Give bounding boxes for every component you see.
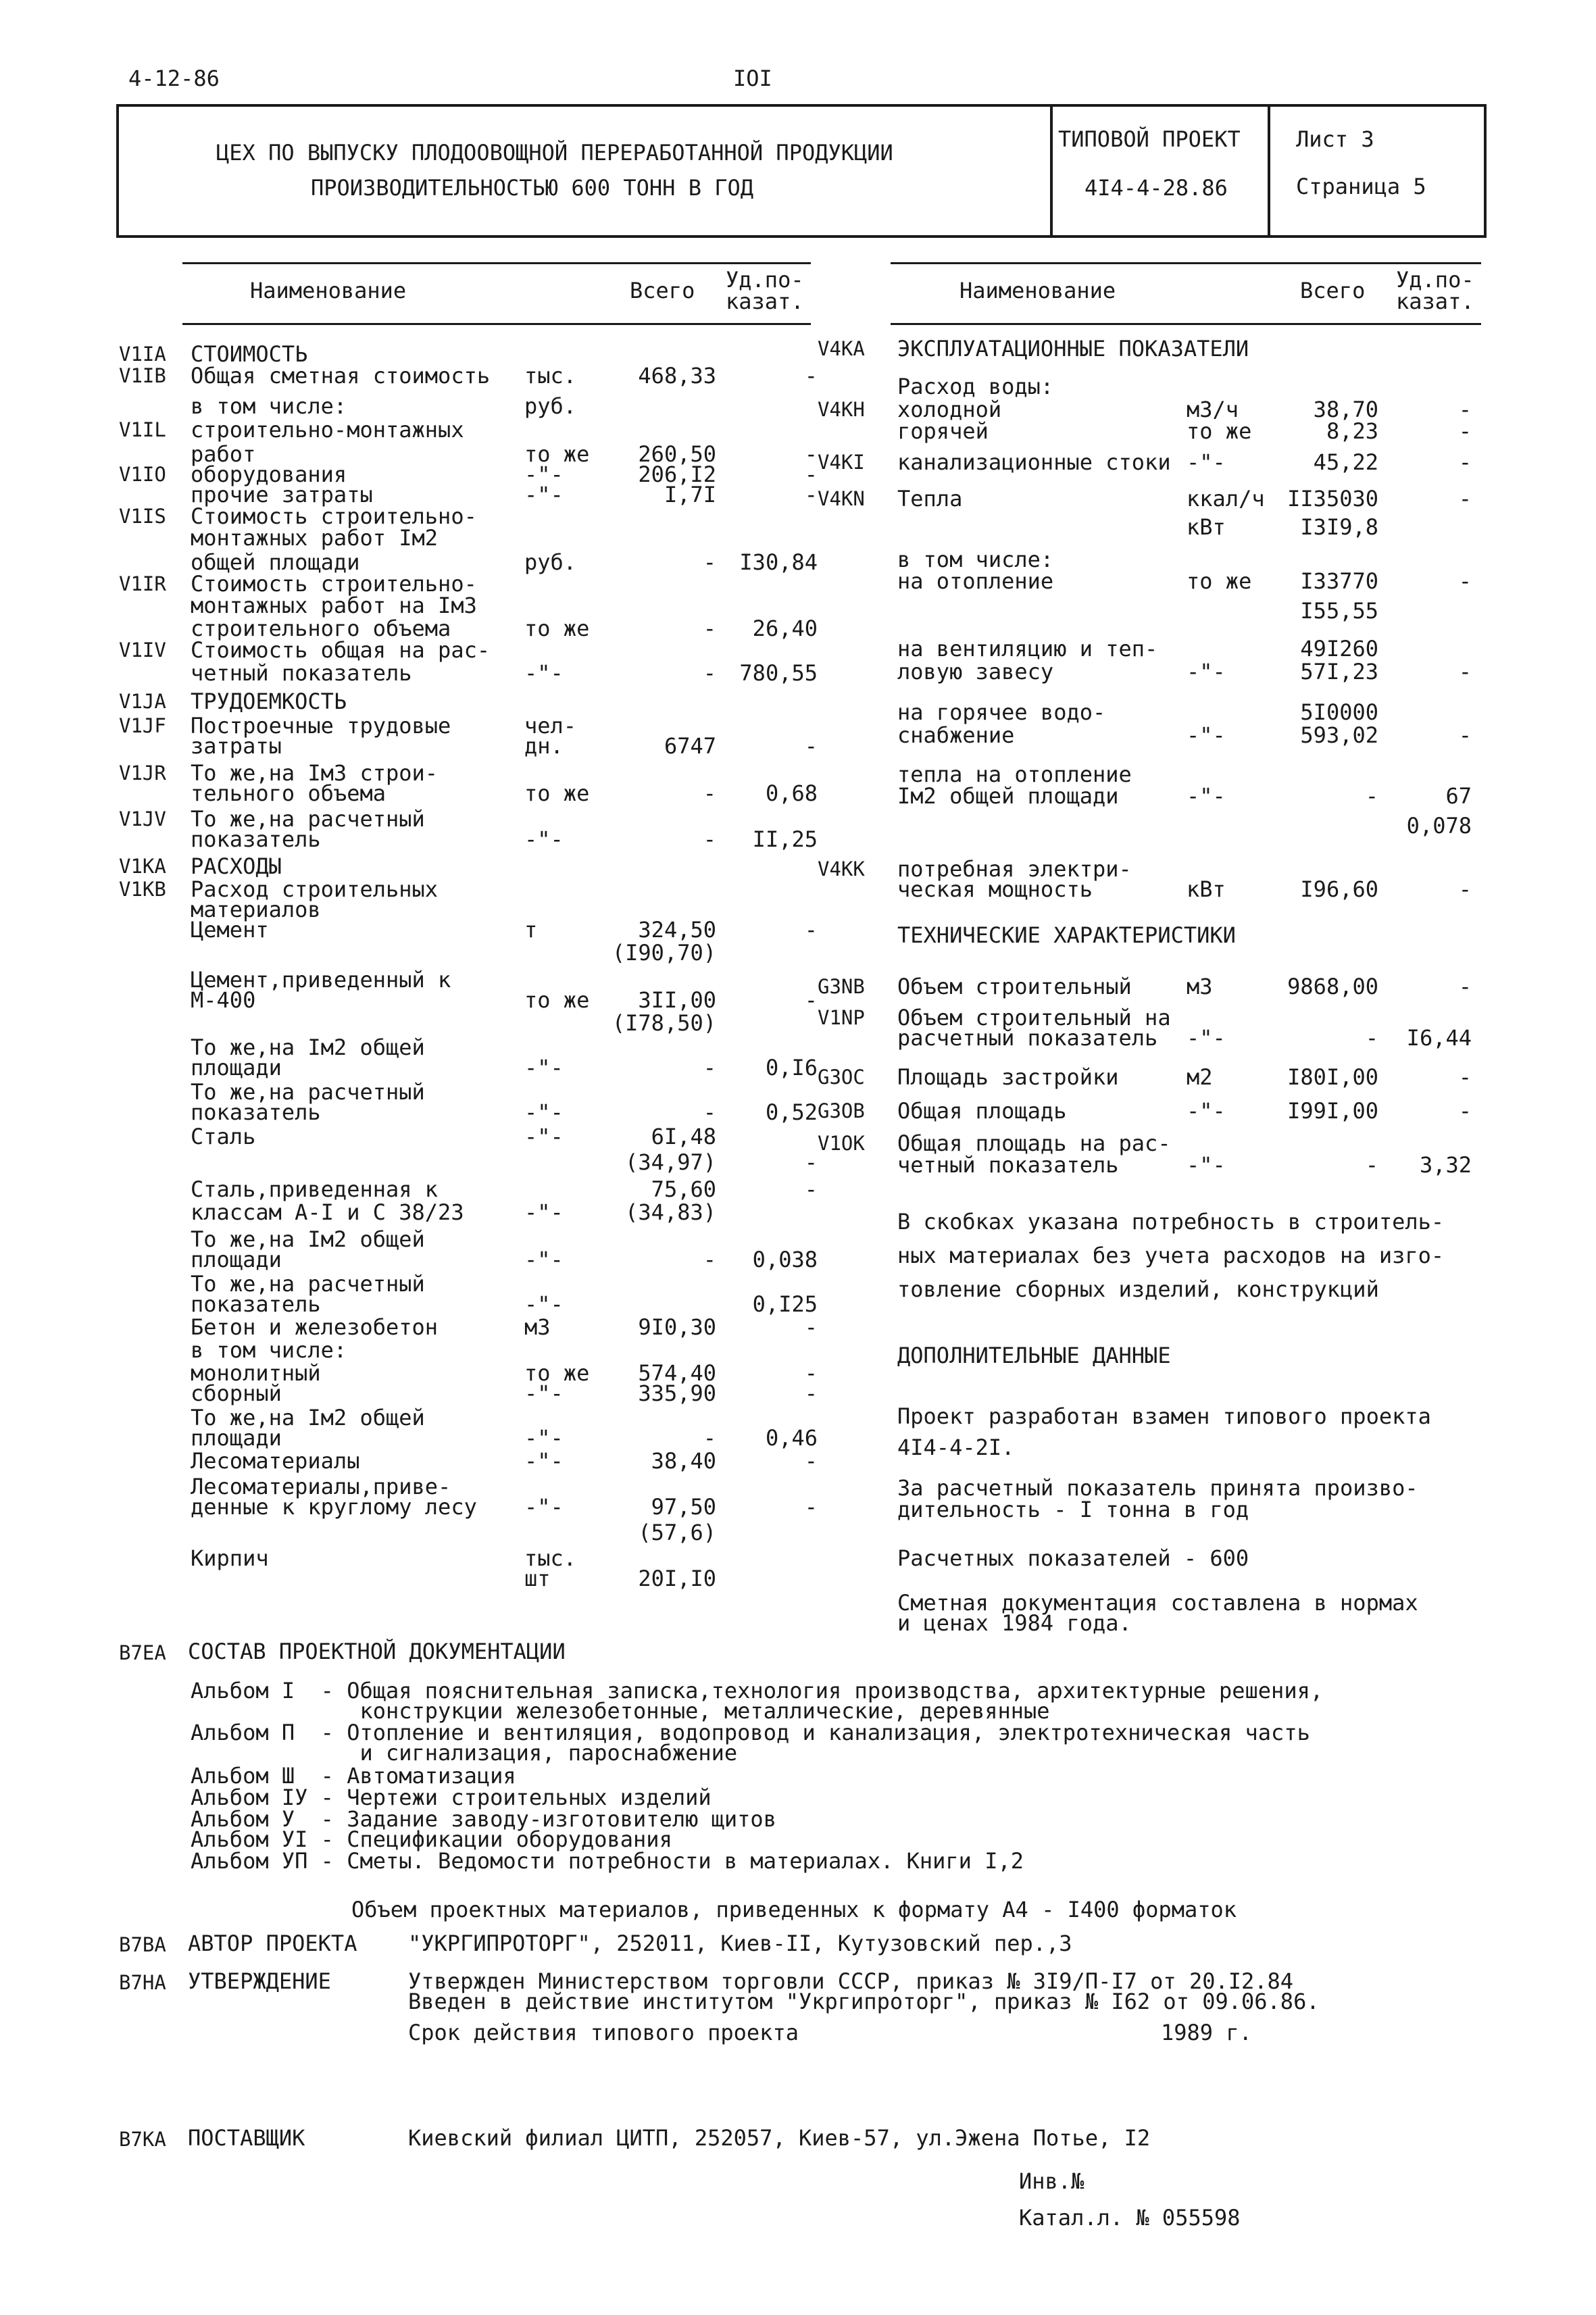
col-header-name: Наименование xyxy=(959,278,1116,303)
row-name: Кирпич xyxy=(191,1545,269,1571)
row-name: Сталь xyxy=(191,1124,256,1149)
row-specific-value: - xyxy=(804,441,818,467)
author-text: "УКРГИПРОТОРГ", 252011, Киев-II, Кутузовский пер.,3 xyxy=(408,1931,1072,1956)
row-unit: кВт xyxy=(1187,514,1226,540)
row-specific-value: - xyxy=(804,1176,818,1202)
row-total: I3I9,8 xyxy=(1300,514,1378,540)
row-name: на горячее водо- xyxy=(897,699,1106,725)
row-total: - xyxy=(703,1099,716,1125)
sheet-number: Лист 3 xyxy=(1296,126,1374,152)
approval-code: B7HA xyxy=(119,1971,166,1994)
col-header-total: Всего xyxy=(630,278,695,303)
row-specific-value: - xyxy=(1458,876,1472,902)
row-total: - xyxy=(703,1055,716,1080)
row-unit: -"- xyxy=(524,1494,564,1520)
row-name: Лесоматериалы,приве- xyxy=(191,1474,451,1499)
row-name: площади xyxy=(191,1055,282,1080)
header-rule xyxy=(891,323,1481,325)
row-name: То же,на расчетный xyxy=(191,806,425,832)
row-specific-value: - xyxy=(804,1448,818,1474)
row-unit: то же xyxy=(524,780,590,806)
row-code: V4KH xyxy=(818,398,865,421)
project-title-line2: ПРОИЗВОДИТЕЛЬНОСТЬЮ 600 ТОНН В ГОД xyxy=(311,175,754,201)
supplier-text: Киевский филиал ЦИТП, 252057, Киев-57, ул.Эжена Потье, I2 xyxy=(408,2125,1151,2151)
row-name: Iм2 общей площади xyxy=(897,783,1119,809)
row-total: 260,50 xyxy=(638,441,716,467)
brackets-note: ных материалах без учета расходов на изго- xyxy=(897,1243,1445,1268)
row-specific-value: - xyxy=(1458,1098,1472,1124)
row-unit: то же xyxy=(1187,418,1252,444)
row-unit: -"- xyxy=(524,1380,564,1406)
approval-line: Введен в действие институтом "Укргипроторг", приказ № I62 от 09.06.86. xyxy=(408,1989,1320,2014)
col-header-unit: Уд.по- xyxy=(726,267,804,293)
row-specific-value: 780,55 xyxy=(739,660,818,686)
row-unit: -"- xyxy=(524,660,564,686)
row-specific-value: 0,52 xyxy=(765,1099,818,1125)
row-name: потребная электри- xyxy=(897,856,1132,882)
title-block xyxy=(116,104,1487,238)
row-name: материалов xyxy=(191,897,321,922)
album-line: Альбом УI - Спецификации оборудования xyxy=(191,1826,672,1852)
row-unit: -"- xyxy=(1187,449,1226,475)
catalog-number: Катал.л. № 055598 xyxy=(1019,2205,1241,2231)
album-line: Альбом IУ - Чертежи строительных изделий xyxy=(191,1785,712,1810)
row-unit: чел- xyxy=(524,713,577,739)
col-header-unit: казат. xyxy=(1396,289,1474,314)
row-total: (I90,70) xyxy=(612,940,716,966)
divider xyxy=(1268,104,1270,235)
row-code: V4KA xyxy=(818,337,865,360)
row-name: ТЕХНИЧЕСКИЕ ХАРАКТЕРИСТИКИ xyxy=(897,922,1236,948)
row-code: V4KI xyxy=(818,451,865,474)
album-line: и сигнализация, пароснабжение xyxy=(191,1740,738,1766)
row-name: Бетон и железобетон xyxy=(191,1314,439,1340)
row-specific-value: - xyxy=(1458,659,1472,684)
album-line: Альбом У - Задание заводу-изготовителю щитов xyxy=(191,1806,776,1832)
row-code: V1IA xyxy=(119,343,166,366)
supplier-code: B7KA xyxy=(119,2128,166,2151)
composition-volume: Объем проектных материалов, приведенных к формату А4 - I400 форматок xyxy=(351,1897,1237,1922)
row-total: 593,02 xyxy=(1300,722,1378,748)
header-rule xyxy=(182,262,811,264)
album-line: Альбом I - Общая пояснительная записка,технология производства, архитектурные решения, xyxy=(191,1678,1324,1703)
row-total: 9I0,30 xyxy=(638,1314,716,1340)
row-total: 5I0000 xyxy=(1300,699,1378,725)
row-unit: -"- xyxy=(1187,1025,1226,1051)
row-name: Сталь,приведенная к xyxy=(191,1176,439,1202)
row-code: V1JF xyxy=(119,714,166,737)
author-code: B7BA xyxy=(119,1933,166,1956)
row-name: То же,на расчетный xyxy=(191,1079,425,1105)
row-specific-value: 0,46 xyxy=(765,1425,818,1451)
row-name: То же,на расчетный xyxy=(191,1271,425,1297)
extra-data-line: За расчетный показатель принята произво- xyxy=(897,1475,1418,1501)
row-code: V1NP xyxy=(818,1006,865,1029)
row-name: Расход строительных xyxy=(191,876,439,902)
page-number: IOI xyxy=(733,66,772,91)
row-total: (34,97) xyxy=(625,1149,716,1175)
row-specific-value: - xyxy=(804,363,818,389)
row-total: II35030 xyxy=(1287,486,1378,512)
row-name: ловую завесу xyxy=(897,659,1054,684)
row-code: V1JV xyxy=(119,807,166,830)
row-specific-value: - xyxy=(804,462,818,487)
row-code: G3OB xyxy=(818,1099,865,1122)
row-name: классам А-I и С 38/23 xyxy=(191,1199,464,1225)
row-unit: -"- xyxy=(524,1425,564,1451)
row-code: V1IS xyxy=(119,505,166,528)
header-rule xyxy=(182,323,811,325)
row-code: V4KK xyxy=(818,857,865,880)
row-name: Общая площадь xyxy=(897,1098,1067,1124)
row-code: V1KA xyxy=(119,855,166,878)
approval-year: 1989 г. xyxy=(1161,2020,1252,2045)
col-header-total: Всего xyxy=(1300,278,1366,303)
row-name: четный показатель xyxy=(897,1152,1119,1178)
row-unit: кВт xyxy=(1187,876,1226,902)
row-total: - xyxy=(703,660,716,686)
row-specific-value: - xyxy=(1458,418,1472,444)
row-code: V1KB xyxy=(119,878,166,901)
row-code: V1IR xyxy=(119,572,166,595)
document-code: 4-12-86 xyxy=(128,66,220,91)
row-name: тельного объема xyxy=(191,780,386,806)
row-name: Общая сметная стоимость xyxy=(191,363,491,389)
row-unit: -"- xyxy=(1187,1098,1226,1124)
row-name: Стоимость строительно- xyxy=(191,571,477,597)
row-unit: -"- xyxy=(524,1448,564,1474)
row-total: 97,50 xyxy=(651,1494,716,1520)
row-unit: -"- xyxy=(524,826,564,852)
row-code: V1JA xyxy=(119,690,166,713)
col-header-name: Наименование xyxy=(250,278,407,303)
row-total: (57,6) xyxy=(638,1520,716,1545)
col-header-unit: казат. xyxy=(726,289,804,314)
row-specific-value: - xyxy=(1458,397,1472,422)
row-unit: м2 xyxy=(1187,1064,1213,1090)
row-specific-value: - xyxy=(804,482,818,507)
row-unit: то же xyxy=(524,441,590,467)
row-specific-value: - xyxy=(804,1360,818,1386)
row-total: 57I,23 xyxy=(1300,659,1378,684)
row-name: тепла на отопление xyxy=(897,762,1132,787)
row-specific-value: - xyxy=(1458,974,1472,999)
inventory-number: Инв.№ xyxy=(1019,2168,1084,2194)
row-unit: то же xyxy=(524,987,590,1013)
row-code: G3OC xyxy=(818,1066,865,1089)
brackets-note: В скобках указана потребность в строитель- xyxy=(897,1209,1445,1235)
row-specific-value: 0,078 xyxy=(1406,813,1472,839)
row-total: I,7I xyxy=(664,482,716,507)
row-unit: -"- xyxy=(1187,783,1226,809)
composition-code: B7EA xyxy=(119,1641,166,1664)
row-name: сборный xyxy=(191,1380,282,1406)
row-unit: м3/ч xyxy=(1187,397,1239,422)
extra-data-line: дительность - I тонна в год xyxy=(897,1497,1249,1522)
row-code: V4KN xyxy=(818,487,865,510)
row-unit: м3 xyxy=(524,1314,551,1340)
row-name: денные к круглому лесу xyxy=(191,1494,477,1520)
row-total: - xyxy=(703,1247,716,1272)
row-total: I99I,00 xyxy=(1287,1098,1378,1124)
row-total: - xyxy=(703,1425,716,1451)
row-total: 206,I2 xyxy=(638,462,716,487)
row-specific-value: 0,68 xyxy=(765,780,818,806)
row-name: расчетный показатель xyxy=(897,1025,1158,1051)
row-name: То же,на Iм2 общей xyxy=(191,1226,425,1252)
row-total: - xyxy=(703,826,716,852)
row-total: 45,22 xyxy=(1313,449,1378,475)
row-name: То же,на Iм2 общей xyxy=(191,1035,425,1060)
row-name: холодной xyxy=(897,397,1002,422)
approval-title: УТВЕРЖДЕНИЕ xyxy=(188,1968,331,1994)
brackets-note: товление сборных изделий, конструкций xyxy=(897,1276,1379,1302)
row-name: в том числе: xyxy=(191,1337,347,1363)
row-unit: т xyxy=(524,917,538,943)
row-unit: -"- xyxy=(1187,1152,1226,1178)
row-total: 574,40 xyxy=(638,1360,716,1386)
composition-title: СОСТАВ ПРОЕКТНОЙ ДОКУМЕНТАЦИИ xyxy=(188,1639,566,1664)
project-type-label: ТИПОВОЙ ПРОЕКТ xyxy=(1058,126,1241,152)
project-number: 4I4-4-28.86 xyxy=(1084,175,1228,201)
row-total: - xyxy=(703,549,716,575)
row-total: I96,60 xyxy=(1300,876,1378,902)
row-name: РАСХОДЫ xyxy=(191,853,282,879)
row-unit: -"- xyxy=(524,1291,564,1317)
row-unit: тыс. xyxy=(524,363,577,389)
row-specific-value: - xyxy=(1458,1064,1472,1090)
row-unit: м3 xyxy=(1187,974,1213,999)
row-specific-value: - xyxy=(1458,449,1472,475)
row-name: четный показатель xyxy=(191,660,412,686)
row-unit: то же xyxy=(524,616,590,641)
row-unit: то же xyxy=(524,1360,590,1386)
row-name: Построечные трудовые xyxy=(191,713,451,739)
extra-data-line: Проект разработан взамен типового проекта xyxy=(897,1403,1431,1429)
row-name: в том числе: xyxy=(897,547,1054,572)
row-total: - xyxy=(1365,783,1378,809)
row-unit: -"- xyxy=(1187,659,1226,684)
album-line: Альбом Ш - Автоматизация xyxy=(191,1763,516,1789)
row-total: - xyxy=(1365,1025,1378,1051)
row-specific-value: - xyxy=(1458,568,1472,594)
row-name: снабжение xyxy=(897,722,1015,748)
col-header-unit: Уд.по- xyxy=(1396,267,1474,293)
row-code: G3NB xyxy=(818,975,865,998)
approval-line: Утвержден Министерством торговли СССР, приказ № 3I9/П-I7 от 20.I2.84 xyxy=(408,1968,1294,1994)
row-name: показатель xyxy=(191,826,321,852)
row-specific-value: - xyxy=(1458,486,1472,512)
row-name: Стоимость строительно- xyxy=(191,503,477,529)
row-total: 335,90 xyxy=(638,1380,716,1406)
row-specific-value: - xyxy=(804,1314,818,1340)
row-name: оборудования xyxy=(191,462,347,487)
row-total: - xyxy=(703,780,716,806)
row-name: То же,на Iм3 строи- xyxy=(191,760,439,786)
row-unit: шт xyxy=(524,1566,551,1591)
row-total: I80I,00 xyxy=(1287,1064,1378,1090)
row-total: 324,50 xyxy=(638,917,716,943)
row-unit: -"- xyxy=(524,1124,564,1149)
row-name: на вентиляцию и теп- xyxy=(897,636,1158,662)
row-code: V1IO xyxy=(119,463,166,486)
row-name: Тепла xyxy=(897,486,963,512)
row-total: (34,83) xyxy=(625,1199,716,1225)
row-total: 468,33 xyxy=(638,363,716,389)
row-name: монтажных работ Iм2 xyxy=(191,525,439,551)
extra-data-line: Сметная документация составлена в нормах xyxy=(897,1590,1418,1616)
row-total: 3II,00 xyxy=(638,987,716,1013)
row-total: I33770 xyxy=(1300,568,1378,594)
row-name: горячей xyxy=(897,418,989,444)
row-name: строительного объема xyxy=(191,616,451,641)
row-unit: -"- xyxy=(524,462,564,487)
row-name: площади xyxy=(191,1425,282,1451)
row-total: 38,40 xyxy=(651,1448,716,1474)
supplier-title: ПОСТАВЩИК xyxy=(188,2125,305,2151)
row-name: затраты xyxy=(191,733,282,759)
row-total: 75,60 xyxy=(651,1176,716,1202)
row-name: СТОИМОСТЬ xyxy=(191,341,308,367)
row-specific-value: - xyxy=(1458,722,1472,748)
row-name: площади xyxy=(191,1247,282,1272)
row-unit: руб. xyxy=(524,393,577,419)
row-name: показатель xyxy=(191,1099,321,1125)
row-name: ческая мощность xyxy=(897,876,1093,902)
row-total: (I78,50) xyxy=(612,1010,716,1036)
row-specific-value: 26,40 xyxy=(752,616,818,641)
header-rule xyxy=(891,262,1481,264)
row-specific-value: - xyxy=(804,1380,818,1406)
divider xyxy=(1050,104,1053,235)
row-unit: -"- xyxy=(524,1099,564,1125)
row-name: Цемент,приведенный к xyxy=(191,967,451,993)
extra-data-line: Расчетных показателей - 600 xyxy=(897,1545,1249,1571)
row-name: ЭКСПЛУАТАЦИОННЫЕ ПОКАЗАТЕЛИ xyxy=(897,336,1249,362)
row-code: V1IL xyxy=(119,418,166,441)
album-line: Альбом П - Отопление и вентиляция, водопровод и канализация, электротехническая часть xyxy=(191,1720,1310,1745)
row-name: общей площади xyxy=(191,549,360,575)
row-specific-value: - xyxy=(804,1494,818,1520)
row-specific-value: 0,I25 xyxy=(752,1291,818,1317)
row-unit: ккал/ч xyxy=(1187,486,1265,512)
row-specific-value: II,25 xyxy=(752,826,818,852)
row-specific-value: I6,44 xyxy=(1406,1025,1472,1051)
row-unit: -"- xyxy=(1187,722,1226,748)
row-specific-value: - xyxy=(804,917,818,943)
row-name: в том числе: xyxy=(191,393,347,419)
row-code: V1OK xyxy=(818,1132,865,1155)
album-line: конструкции железобетонные, металлические, деревянные xyxy=(191,1698,1050,1724)
approval-line: Срок действия типового проекта xyxy=(408,2020,799,2045)
row-total: - xyxy=(1365,1152,1378,1178)
author-title: АВТОР ПРОЕКТА xyxy=(188,1931,357,1956)
row-total: - xyxy=(703,616,716,641)
row-total: 38,70 xyxy=(1313,397,1378,422)
row-specific-value: - xyxy=(804,733,818,759)
row-name: Объем строительный xyxy=(897,974,1132,999)
row-name: на отопление xyxy=(897,568,1054,594)
extra-data-title: ДОПОЛНИТЕЛЬНЫЕ ДАННЫЕ xyxy=(897,1343,1171,1368)
row-name: показатель xyxy=(191,1291,321,1317)
row-name: прочие затраты xyxy=(191,482,373,507)
row-unit: -"- xyxy=(524,1055,564,1080)
row-name: Лесоматериалы xyxy=(191,1448,360,1474)
row-unit: тыс. xyxy=(524,1545,577,1571)
row-unit: -"- xyxy=(524,482,564,507)
page-label: Страница 5 xyxy=(1296,174,1426,199)
row-total: 6I,48 xyxy=(651,1124,716,1149)
row-unit: руб. xyxy=(524,549,577,575)
row-unit: дн. xyxy=(524,733,564,759)
row-total: 9868,00 xyxy=(1287,974,1378,999)
row-unit: то же xyxy=(1187,568,1252,594)
row-name: работ xyxy=(191,441,256,467)
row-name: Цемент xyxy=(191,917,269,943)
row-total: 8,23 xyxy=(1326,418,1378,444)
row-specific-value: 0,I6 xyxy=(765,1055,818,1080)
row-total: 6747 xyxy=(664,733,716,759)
row-specific-value: - xyxy=(804,1149,818,1175)
row-code: V1JR xyxy=(119,762,166,785)
row-name: монолитный xyxy=(191,1360,321,1386)
row-name: Расход воды: xyxy=(897,374,1054,399)
row-specific-value: 0,038 xyxy=(752,1247,818,1272)
row-unit: -"- xyxy=(524,1199,564,1225)
row-name: строительно-монтажных xyxy=(191,417,464,443)
row-name: Общая площадь на рас- xyxy=(897,1130,1171,1156)
row-name: М-400 xyxy=(191,987,256,1013)
row-name: монтажных работ на Iм3 xyxy=(191,593,477,618)
row-code: V1IV xyxy=(119,639,166,662)
row-specific-value: 3,32 xyxy=(1419,1152,1472,1178)
row-name: Стоимость общая на рас- xyxy=(191,637,491,663)
row-total: 49I260 xyxy=(1300,636,1378,662)
album-line: Альбом УП - Сметы. Ведомости потребности в материалах. Книги I,2 xyxy=(191,1848,1024,1874)
extra-data-line: и ценах 1984 года. xyxy=(897,1610,1132,1636)
row-name: Площадь застройки xyxy=(897,1064,1119,1090)
row-total: 20I,I0 xyxy=(638,1566,716,1591)
row-unit: -"- xyxy=(524,1247,564,1272)
extra-data-line: 4I4-4-2I. xyxy=(897,1435,1015,1460)
row-name: канализационные стоки xyxy=(897,449,1171,475)
row-name: ТРУДОЕМКОСТЬ xyxy=(191,689,347,714)
row-total: I55,55 xyxy=(1300,598,1378,624)
row-specific-value: I30,84 xyxy=(739,549,818,575)
row-name: Объем строительный на xyxy=(897,1005,1171,1030)
row-specific-value: - xyxy=(804,987,818,1013)
row-specific-value: 67 xyxy=(1445,783,1472,809)
row-code: V1IB xyxy=(119,364,166,387)
row-name: То же,на Iм2 общей xyxy=(191,1405,425,1430)
project-title-line1: ЦЕХ ПО ВЫПУСКУ ПЛОДООВОЩНОЙ ПЕРЕРАБОТАННОЙ ПРОДУКЦИИ xyxy=(216,140,893,166)
